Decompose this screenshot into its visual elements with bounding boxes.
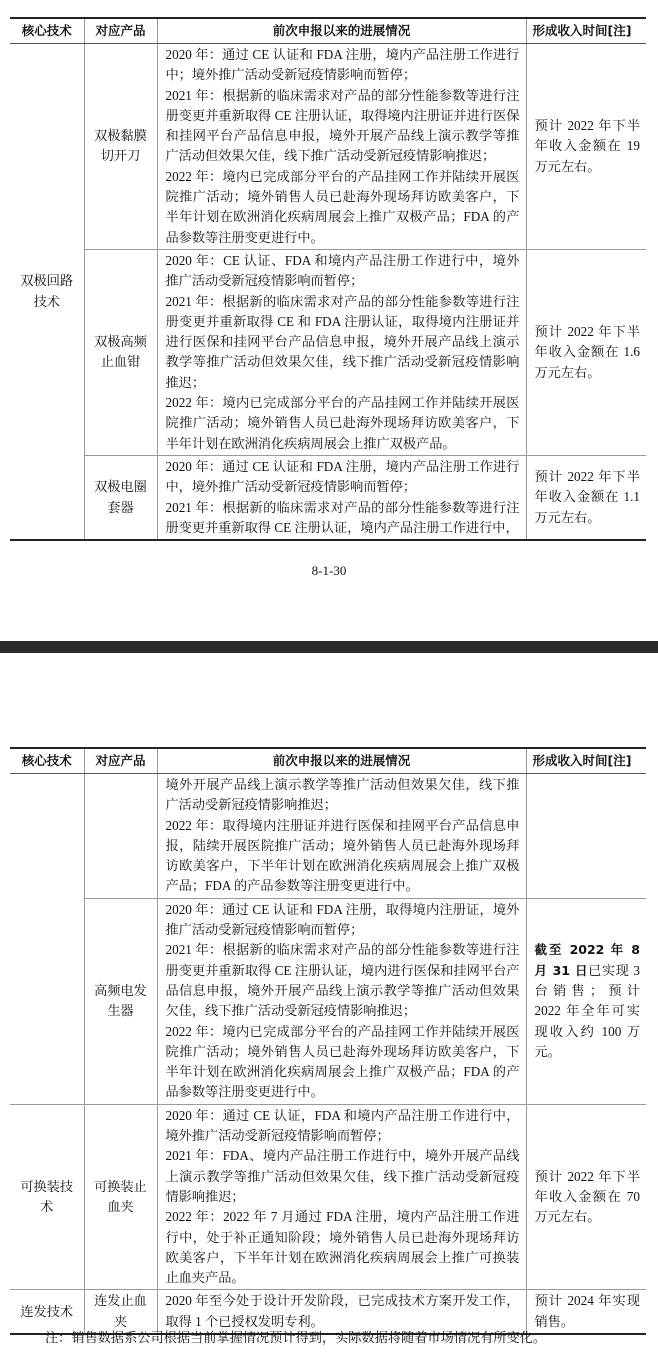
progress-cell (157, 249, 526, 455)
progress-2022: 2022 年：境内已完成部分平台的产品挂网工作并陆续开展医院推广活动；境外销售人员已赴海外现场拜访欧美客户，下半年计划在欧洲消化疾病周展会上推广双极产品；FDA 的产品参数等注册变更进行中。 (165, 1023, 520, 1100)
progress-2021-cont: 境外开展产品线上演示教学等推广活动但效果欠佳，线下推广活动受新冠疫情影响推迟； (165, 777, 520, 813)
product-cell: 双极黏膜切开刀 (84, 44, 157, 250)
table-row (10, 1104, 646, 1290)
progress-2021: 2021 年：根据新的临床需求对产品的部分性能参数等进行注册变更并重新取得 CE 注册认证，取得境内注册证并进行医保和挂网平台产品信息申报，境外开展产品线上演示教学等推广活动但效果欠佳，线下推广活动受新冠疫情影响推迟； (165, 87, 520, 164)
progress-2022: 2022 年：2022 年 7 月通过 FDA 注册，境内产品注册工作进行中，处于补正通知阶段；境外销售人员已赴海外现场拜访欧美客户，下半年计划在欧洲消化疾病周展会上推广可换装止血夹产品。 (165, 1209, 520, 1286)
progress-2022: 2022 年：境内已完成部分平台的产品挂网工作并陆续开展医院推广活动；境外销售人员已赴海外现场拜访欧美客户，下半年计划在欧洲消化疾病周展会上推广双极产品；FDA 的产品参数等注册变更进行中。 (165, 168, 520, 245)
progress-2022: 2022 年：境内已完成部分平台的产品挂网工作并陆续开展医院推广活动；境外销售人员已赴海外现场拜访欧美客户，下半年计划在欧洲消化疾病周展会上推广双极产品。 (165, 395, 520, 451)
progress-2022: 2022 年：取得境内注册证并进行医保和挂网平台产品信息申报，陆续开展医院推广活动；境外销售人员已赴海外现场拜访欧美客户，下半年计划在欧洲消化疾病周展会上推广双极产品；FDA 的产品参数等注册变更进行中。 (165, 817, 520, 894)
product-cell: 连发止血夹 (84, 1290, 157, 1334)
progress-cell (157, 455, 526, 540)
progress-cell (157, 44, 526, 250)
product-cell: 双极高频止血钳 (84, 249, 157, 455)
progress-table-page-2 (10, 747, 646, 1335)
progress-2021: 2021 年：根据新的临床需求对产品的部分性能参数等进行注册变更并重新取得 CE 注册认证，境内进行医保和挂网平台产品信息申报，境外开展产品线上演示教学等推广活动但效果欠佳，线下推广活动受新冠疫情影响推迟； (165, 942, 520, 1019)
page-number: 8-1-30 (311, 563, 347, 578)
revenue-cell: 预计 2022 年下半年收入金额在 19 万元左右。 (526, 44, 646, 250)
core-tech-cell: 双极回路技术 (10, 44, 84, 541)
revenue-cell: 预计 2022 年下半年收入金额在 1.6 万元左右。 (526, 249, 646, 455)
table-header (10, 18, 646, 44)
header-core-tech: 核心技术 (10, 748, 84, 774)
header-progress: 前次申报以来的进展情况 (157, 18, 526, 44)
header-progress: 前次申报以来的进展情况 (157, 748, 526, 774)
product-cell: 双极电圈套器 (84, 455, 157, 540)
table-header (10, 748, 646, 774)
revenue-cell: 预计 2022 年下半年收入金额在 70 万元左右。 (526, 1104, 646, 1290)
revenue-text: 已实现 3 台销售；预计 2022 年全年可实现收入约 100 万元。 (534, 962, 640, 1059)
progress-2020: 2020 年：CE 认证、FDA 和境内产品注册工作进行中，境外推广活动受新冠疫情影响而暂停； (165, 252, 520, 289)
progress-cell (157, 1104, 526, 1290)
progress-table-page-1 (10, 17, 646, 541)
table-row (10, 455, 646, 540)
header-core-tech: 核心技术 (10, 18, 84, 44)
progress-2020: 2020 年：通过 CE 认证，FDA 和境内产品注册工作进行中，境外推广活动受新冠疫情影响而暂停； (165, 1107, 520, 1144)
progress-2020: 2020 年：通过 CE 认证和 FDA 注册，境内产品注册工作进行中，境外推广活动受新冠疫情影响而暂停； (165, 458, 520, 495)
product-cell (84, 774, 157, 899)
progress-2021: 2021 年：FDA、境内产品注册工作进行中，境外开展产品线上演示教学等推广活动但效果欠佳，线下推广活动受新冠疫情影响推迟； (165, 1148, 520, 1204)
header-revenue-time: 形成收入时间[注] (526, 748, 646, 774)
revenue-cell: 预计 2022 年下半年收入金额在 1.1 万元左右。 (526, 455, 646, 540)
progress-2021: 2021 年：根据新的临床需求对产品的部分性能参数等进行注册变更并重新取得 CE 和 FDA 注册认证，取得境内注册证并进行医保和挂网平台产品信息申报，境外开展产品线上演示教学等推广活动但效果欠佳，线下推广活动受新冠疫情影响推迟； (165, 293, 520, 390)
revenue-date-bold: 截至 2022 年 8 月 31 日 (534, 942, 640, 978)
progress-2020: 2020 年：通过 CE 认证和 FDA 注册，境内产品注册工作进行中；境外推广活动受新冠疫情影响而暂停； (165, 47, 520, 83)
revenue-cell: 预计 2024 年实现销售。 (526, 1290, 646, 1334)
progress-2021: 2021 年：根据新的临床需求对产品的部分性能参数等进行注册变更并重新取得 CE 注册认证，境内产品注册工作进行中， (165, 499, 520, 535)
page-separator (0, 641, 658, 653)
progress-text: 2020 年至今处于设计开发阶段，已完成技术方案开发工作，取得 1 个已授权发明专利。 (165, 1293, 520, 1329)
header-product: 对应产品 (84, 18, 157, 44)
core-tech-cell: 连发技术 (10, 1290, 84, 1334)
progress-2020: 2020 年：通过 CE 认证和 FDA 注册，取得境内注册证，境外推广活动受新冠疫情影响而暂停； (165, 901, 520, 938)
core-tech-cell: 可换装技术 (10, 1104, 84, 1290)
header-revenue-time: 形成收入时间[注] (526, 18, 646, 44)
table-row (10, 774, 646, 899)
table-row (10, 898, 646, 1104)
progress-cell (157, 898, 526, 1104)
table-row (10, 249, 646, 455)
revenue-cell (526, 774, 646, 899)
table-row (10, 44, 646, 250)
product-cell: 可换装止血夹 (84, 1104, 157, 1290)
product-cell: 高频电发生器 (84, 898, 157, 1104)
footnote: 注：销售数据系公司根据当前掌握情况预计得到，实际数据将随着市场情况有所变化。 (45, 1330, 547, 1345)
header-product: 对应产品 (84, 748, 157, 774)
core-tech-cell (10, 774, 84, 1105)
revenue-cell (526, 898, 646, 1104)
progress-cell (157, 774, 526, 899)
